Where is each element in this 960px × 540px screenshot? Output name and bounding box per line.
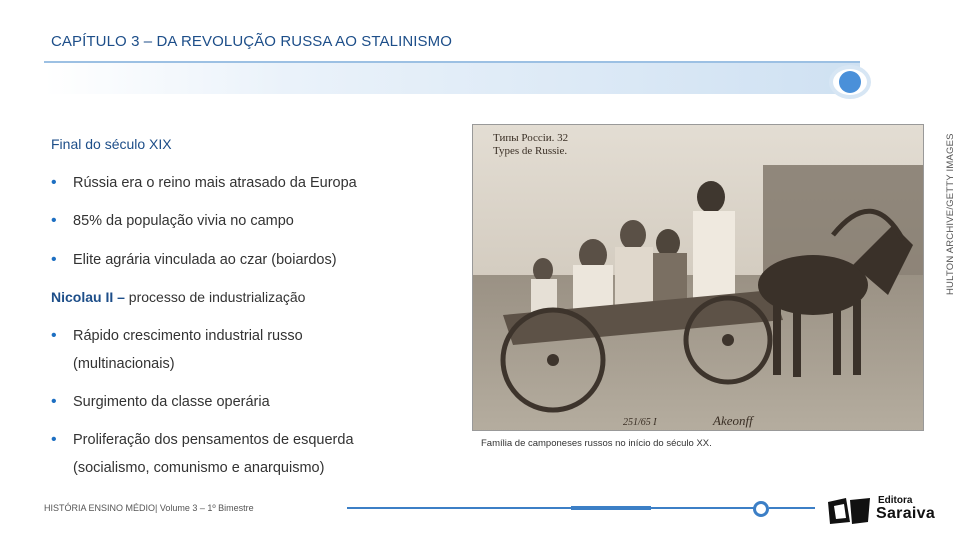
photo-horse <box>773 305 781 375</box>
bullet-item <box>51 427 354 481</box>
photo-illustration <box>473 125 924 431</box>
bullet-text: Elite agrária vinculada ao czar (boiardos) <box>73 252 337 268</box>
historical-photo <box>472 124 924 431</box>
photo-person <box>697 181 725 213</box>
header-band <box>44 61 860 94</box>
photo-printed-subtitle: Types de Russie. <box>493 145 568 157</box>
photo-credit: HULTON ARCHIVE/GETTY IMAGES <box>945 133 956 295</box>
photo-printed-title: Типы Россіи. 32 <box>493 132 569 144</box>
book-icon <box>826 496 872 526</box>
bullet-item <box>51 208 294 234</box>
photo-person <box>693 211 735 301</box>
section-heading-text: Final do século XIX <box>51 136 172 152</box>
bullet-dot: • <box>51 174 57 191</box>
header-dot-decoration <box>839 71 861 93</box>
footer-text: HISTÓRIA ENSINO MÉDIO| Volume 3 – 1º Bimestre <box>44 503 254 513</box>
bullet-item <box>51 247 337 273</box>
footer-line-right <box>769 507 815 509</box>
photo-person <box>656 229 680 257</box>
bullet-dot: • <box>51 431 57 448</box>
section-heading-nicolau <box>51 289 305 305</box>
bullet-item <box>51 389 270 415</box>
photo-person <box>533 258 553 282</box>
bullet-continuation: (multinacionais) <box>73 356 175 372</box>
footer-line-accent <box>571 506 651 510</box>
bullet-continuation: (socialismo, comunismo e anarquismo) <box>73 460 325 476</box>
section-heading-rest: processo de industrialização <box>124 289 306 305</box>
chapter-title: CAPÍTULO 3 – DA REVOLUÇÃO RUSSA AO STALINISMO <box>51 33 453 50</box>
saraiva-logo <box>826 494 940 526</box>
photo-caption: Família de camponeses russos no início do século XX. <box>481 438 712 449</box>
bullet-text: Rússia era o reino mais atrasado da Europa <box>73 175 357 191</box>
photo-person <box>615 247 653 307</box>
photo-horse <box>853 300 861 375</box>
photo-wheel-hub <box>547 354 559 366</box>
photo-person <box>653 253 687 305</box>
photo-printed-number: 251/65 I <box>623 417 657 428</box>
bullet-text: 85% da população vivia no campo <box>73 213 294 229</box>
section-heading-strong: Nicolau II – <box>51 289 125 305</box>
footer-circle-decoration <box>753 501 769 517</box>
bullet-dot: • <box>51 212 57 229</box>
bullet-item <box>51 170 357 196</box>
bullet-text: Proliferação dos pensamentos de esquerda <box>73 432 354 448</box>
section-heading-final-seculo <box>51 136 172 152</box>
photo-horse <box>793 307 801 377</box>
photo-person <box>620 220 646 250</box>
logo-saraiva-text: Saraiva <box>876 505 936 522</box>
photo-signature: Akeonff <box>713 413 753 428</box>
photo-horse <box>833 303 841 375</box>
footer-line <box>347 507 757 509</box>
bullet-dot: • <box>51 393 57 410</box>
bullet-dot: • <box>51 327 57 344</box>
bullet-item <box>51 323 303 377</box>
bullet-dot: • <box>51 251 57 268</box>
logo-editora-text: Editora <box>878 495 913 506</box>
photo-wheel-hub <box>722 334 734 346</box>
bullet-text: Surgimento da classe operária <box>73 394 270 410</box>
bullet-text: Rápido crescimento industrial russo <box>73 328 303 344</box>
